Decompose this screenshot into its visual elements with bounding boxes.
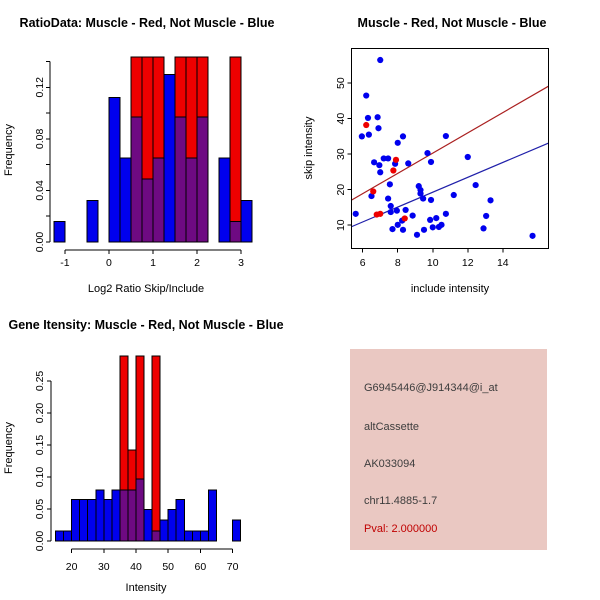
histogram-bar bbox=[64, 531, 72, 541]
histogram-bar bbox=[96, 490, 104, 541]
histogram-bar bbox=[120, 490, 128, 541]
scatter-ylabel: skip intensity bbox=[303, 116, 315, 180]
not-muscle-point bbox=[377, 57, 383, 63]
x-tick-label: 10 bbox=[426, 257, 439, 269]
not-muscle-point bbox=[405, 160, 411, 166]
histogram-bar bbox=[241, 201, 252, 242]
histogram-bar bbox=[208, 490, 216, 541]
y-tick-label: 30 bbox=[335, 148, 347, 161]
y-tick-label: 10 bbox=[335, 219, 347, 232]
x-tick-label: 6 bbox=[359, 257, 366, 269]
not-muscle-point bbox=[487, 197, 493, 203]
histogram-bar bbox=[192, 531, 200, 541]
histogram-bar bbox=[219, 158, 230, 242]
histogram-bar bbox=[152, 356, 160, 541]
not-muscle-point bbox=[388, 209, 394, 215]
ratio-hist-ylabel: Frequency bbox=[3, 124, 15, 176]
histogram-bar bbox=[186, 158, 197, 242]
not-muscle-point bbox=[395, 222, 401, 228]
histogram-bar bbox=[230, 221, 241, 242]
not-muscle-point bbox=[433, 215, 439, 221]
not-muscle-point bbox=[385, 195, 391, 201]
not-muscle-point bbox=[421, 227, 427, 233]
ratio-hist-xlabel: Log2 Ratio Skip/Include bbox=[87, 283, 205, 295]
gene-hist-xlabel: Intensity bbox=[125, 582, 167, 594]
not-muscle-point bbox=[387, 181, 393, 187]
not-muscle-point bbox=[438, 222, 444, 228]
not-muscle-point bbox=[424, 150, 430, 156]
histogram-bar bbox=[230, 57, 241, 242]
muscle-fit-line bbox=[352, 86, 549, 200]
not-muscle-point bbox=[394, 208, 400, 214]
histogram-bar bbox=[164, 74, 175, 242]
histogram-bar bbox=[54, 221, 65, 242]
not-muscle-point bbox=[363, 92, 369, 98]
x-tick-label: 20 bbox=[65, 561, 78, 573]
x-tick-label: 50 bbox=[162, 561, 175, 573]
y-tick-label: 0.20 bbox=[34, 402, 46, 424]
histogram-bar bbox=[168, 510, 176, 541]
not-muscle-point bbox=[365, 115, 371, 121]
histogram-bar bbox=[87, 201, 98, 242]
not-muscle-point bbox=[359, 133, 365, 139]
histogram-bar bbox=[200, 531, 208, 541]
locus-text: chr11.4885-1.7 bbox=[364, 495, 438, 507]
histogram-bar bbox=[72, 499, 80, 541]
not-muscle-point bbox=[377, 169, 383, 175]
not-muscle-point bbox=[375, 125, 381, 131]
not-muscle-point bbox=[465, 154, 471, 160]
not-muscle-point bbox=[483, 213, 489, 219]
scatter-xlabel: include intensity bbox=[410, 283, 490, 295]
histogram-bar bbox=[112, 490, 120, 541]
not-muscle-point bbox=[443, 211, 449, 217]
not-muscle-point bbox=[375, 114, 381, 120]
x-tick-label: 30 bbox=[97, 561, 110, 573]
not-muscle-point bbox=[473, 182, 479, 188]
histogram-bar bbox=[56, 531, 64, 541]
muscle-point bbox=[402, 215, 408, 221]
y-tick-label: 50 bbox=[335, 77, 347, 89]
y-tick-label: 0.12 bbox=[34, 77, 46, 98]
y-tick-label: 0.00 bbox=[34, 530, 46, 552]
not-muscle-point bbox=[430, 224, 436, 230]
y-tick-label: 0.15 bbox=[34, 434, 46, 456]
histogram-bar bbox=[128, 490, 136, 541]
histogram-bar bbox=[136, 479, 144, 541]
x-tick-label: 8 bbox=[394, 257, 401, 269]
histogram-bar bbox=[104, 499, 112, 541]
x-tick-label: 70 bbox=[226, 561, 239, 573]
not-muscle-point bbox=[385, 155, 391, 161]
y-tick-label: 0.08 bbox=[34, 128, 46, 150]
x-tick-label: 14 bbox=[496, 257, 509, 269]
gene-hist-title: Gene Itensity: Muscle - Red, Not Muscle - Blue bbox=[8, 318, 284, 332]
ratio-histogram-panel bbox=[3, 16, 274, 295]
histogram-bar bbox=[144, 510, 152, 541]
not-muscle-point bbox=[403, 207, 409, 213]
x-tick-label: -1 bbox=[60, 257, 70, 269]
muscle-point bbox=[363, 122, 369, 128]
y-tick-label: 40 bbox=[335, 112, 347, 125]
not-muscle-point bbox=[443, 133, 449, 139]
not-muscle-point bbox=[388, 203, 394, 209]
muscle-point bbox=[370, 188, 376, 194]
muscle-point bbox=[377, 211, 383, 217]
splice-event-type-text: altCassette bbox=[364, 421, 420, 433]
histogram-bar bbox=[184, 531, 192, 541]
gene-hist-ylabel: Frequency bbox=[3, 422, 15, 474]
info-panel bbox=[350, 349, 547, 550]
y-tick-label: 0.00 bbox=[34, 231, 46, 253]
scatter-title: Muscle - Red, Not Muscle - Blue bbox=[357, 16, 547, 30]
histogram-bar bbox=[197, 117, 208, 242]
histogram-bar bbox=[233, 520, 241, 541]
not-muscle-point bbox=[480, 225, 486, 231]
histogram-bar bbox=[120, 158, 131, 242]
x-tick-label: 60 bbox=[194, 561, 207, 573]
not-muscle-point bbox=[400, 133, 406, 139]
histogram-bar bbox=[160, 520, 168, 541]
histogram-bar bbox=[109, 98, 120, 242]
not-muscle-point bbox=[400, 227, 406, 233]
muscle-point bbox=[390, 167, 396, 173]
x-tick-label: 40 bbox=[130, 561, 142, 573]
y-tick-label: 0.10 bbox=[34, 466, 46, 488]
ratio-hist-title: RatioData: Muscle - Red, Not Muscle - Blue bbox=[19, 16, 275, 30]
scatter-panel bbox=[303, 16, 548, 295]
not-muscle-point bbox=[376, 162, 382, 168]
not-muscle-point bbox=[353, 211, 359, 217]
histogram-bar bbox=[153, 158, 164, 242]
not-muscle-point bbox=[427, 217, 433, 223]
x-tick-label: 3 bbox=[238, 257, 244, 269]
not-muscle-point bbox=[414, 232, 420, 238]
not-muscle-point bbox=[389, 226, 395, 232]
plot-box bbox=[352, 48, 549, 248]
x-tick-label: 2 bbox=[194, 257, 200, 269]
histogram-bar bbox=[80, 499, 88, 541]
histogram-bar bbox=[131, 117, 142, 242]
accession-text: AK033094 bbox=[364, 458, 416, 470]
y-tick-label: 20 bbox=[335, 183, 347, 196]
y-tick-label: 0.04 bbox=[34, 180, 46, 201]
not-muscle-point bbox=[420, 195, 426, 201]
not-muscle-point bbox=[410, 213, 416, 219]
gene-histogram-panel bbox=[3, 318, 284, 594]
histogram-bar bbox=[88, 499, 96, 541]
histogram-bar bbox=[152, 531, 160, 541]
x-tick-label: 0 bbox=[106, 257, 112, 269]
not-muscle-point bbox=[371, 159, 377, 165]
probe-id-text: G6945446@J914344@i_at bbox=[364, 382, 498, 394]
not-muscle-point bbox=[428, 197, 434, 203]
not-muscle-point bbox=[428, 159, 434, 165]
pval-text: Pval: 2.000000 bbox=[364, 523, 438, 535]
histogram-bar bbox=[176, 499, 184, 541]
x-tick-label: 1 bbox=[150, 257, 156, 269]
muscle-point bbox=[393, 157, 399, 163]
not-muscle-point bbox=[529, 233, 535, 239]
histogram-bar bbox=[175, 117, 186, 242]
not-muscle-point bbox=[366, 132, 372, 138]
not-muscle-point bbox=[451, 192, 457, 198]
x-tick-label: 12 bbox=[461, 257, 474, 269]
y-tick-label: 0.05 bbox=[34, 498, 46, 520]
histogram-bar bbox=[142, 179, 153, 242]
y-tick-label: 0.25 bbox=[34, 370, 46, 392]
not-muscle-point bbox=[395, 140, 401, 146]
